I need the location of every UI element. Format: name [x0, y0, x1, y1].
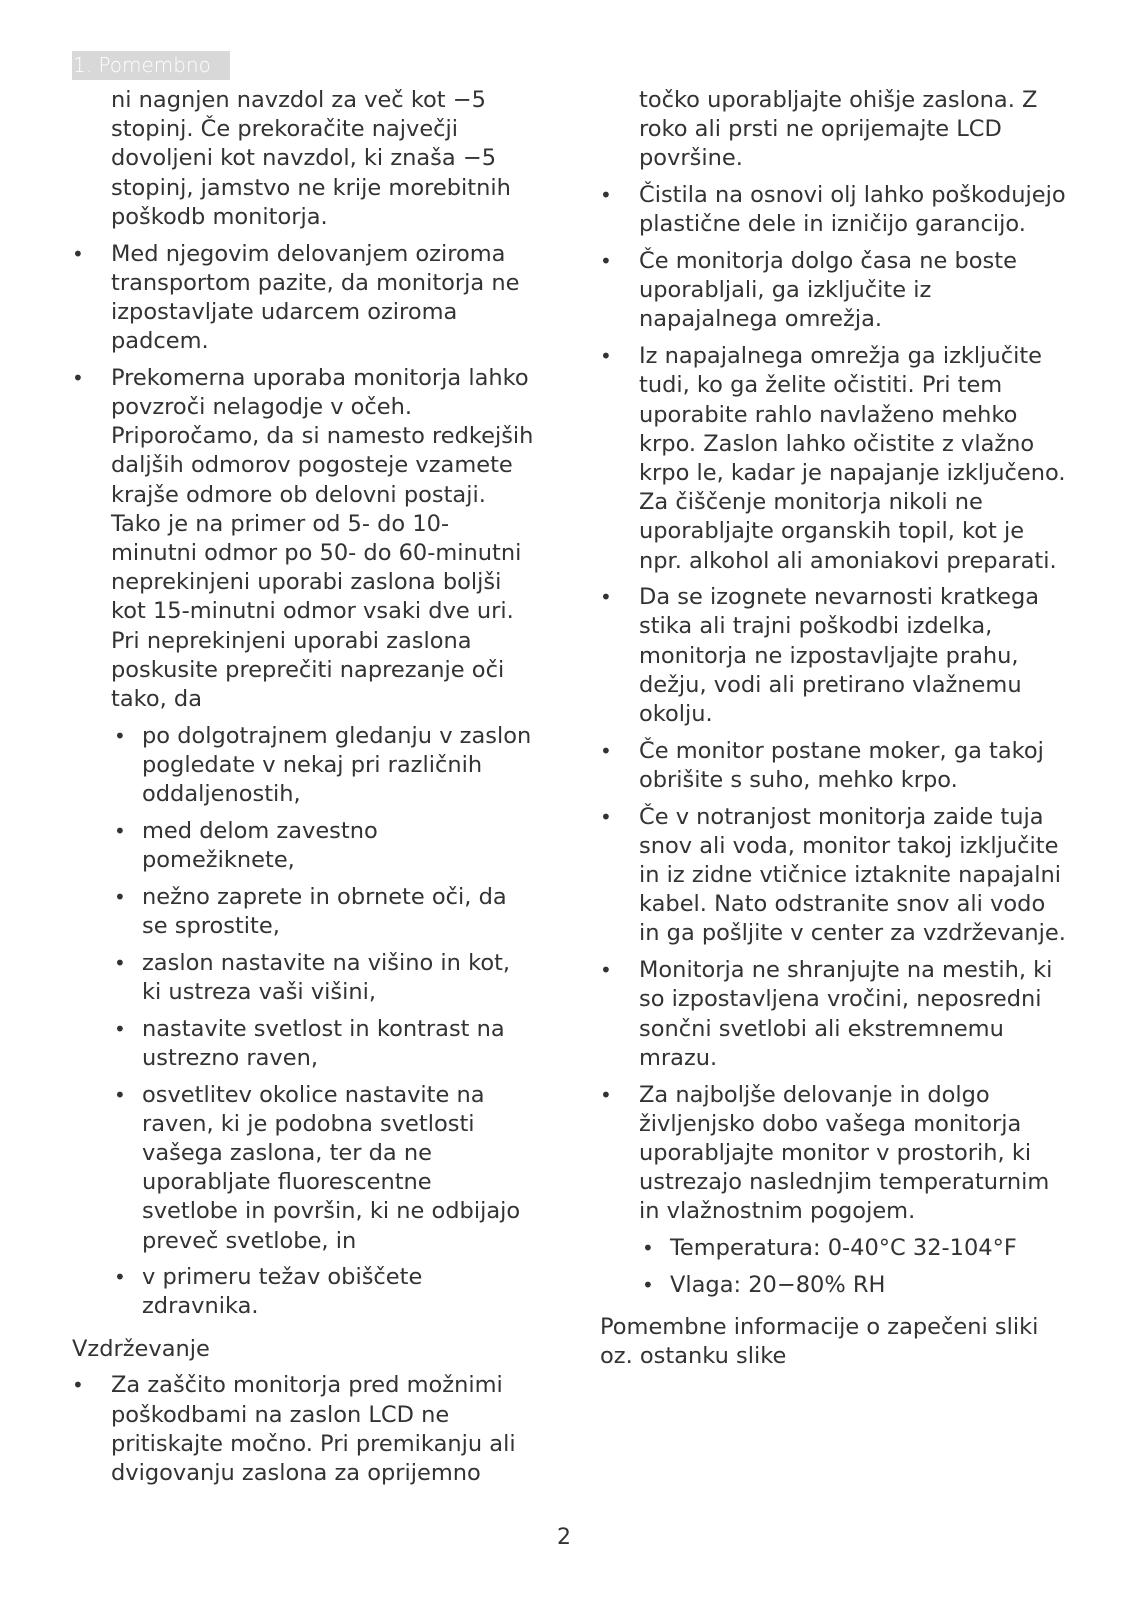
- continuation-text: ni nagnjen navzdol za več kot −5 stopinj. Če prekoračite največji dovoljeni kot navzdol, ki znaša −5 stopinj, jamstvo ne krije morebitnih poškodb monitorja.: [111, 87, 511, 230]
- sub-list-item-text: med delom zavestno pomežiknete,: [142, 817, 378, 874]
- list-item-text: Če v notranjost monitorja zaide tuja snov ali voda, monitor takoj izključite in iz zidne vtičnice iztaknite napajalni kabel. Nato odstranite snov ali vodo in ga pošljite v center za vzdrževanje.: [639, 803, 1066, 947]
- list-item: [600, 737, 1070, 795]
- bullet-icon: •: [114, 1016, 126, 1041]
- list-item: [600, 181, 1070, 239]
- sub-list-item-text: nastavite svetlost in kontrast na ustrezno raven,: [142, 1015, 505, 1071]
- bullet-icon: •: [600, 738, 612, 763]
- bullet-icon: •: [114, 818, 126, 843]
- bullet-icon: •: [72, 241, 84, 266]
- list-item: [600, 583, 1070, 729]
- sub-list-item: [72, 817, 534, 875]
- list-item-text: Med njegovim delovanjem oziroma transportom pazite, da monitorja ne izpostavljate udarcem oziroma padcem.: [111, 240, 520, 355]
- bullet-icon: •: [72, 1373, 84, 1398]
- section-heading: Pomembne informacije o zapečeni sliki oz. ostanku slike: [600, 1313, 1039, 1370]
- sub-list-item: [72, 883, 534, 941]
- list-item: [72, 364, 534, 714]
- list-item-text: Prekomerna uporaba monitorja lahko povzroči nelagodje v očeh. Priporočamo, da si namesto redkejših daljših odmorov pogosteje vzamete krajše odmore ob delovni postaji. Tako je na primer od 5- do 10-minutni odmor po 50- do 60-minutni neprekinjeni uporabi zaslona boljši kot 15-minutni odmor vsaki dve uri. Pri neprekinjeni uporabi zaslona poskusite preprečiti naprezanje oči tako, da: [111, 364, 534, 713]
- sub-list-item-text: Vlaga: 20−80% RH: [670, 1271, 886, 1298]
- list-item: [72, 1371, 534, 1488]
- sub-list-item-text: po dolgotrajnem gledanju v zaslon pogledate v nekaj pri različnih oddaljenostih,: [142, 722, 532, 808]
- list-item: [600, 1081, 1070, 1227]
- bullet-icon: •: [600, 958, 612, 983]
- bullet-icon: •: [114, 884, 126, 909]
- bullet-icon: •: [600, 344, 612, 369]
- section-heading: Vzdrževanje: [72, 1335, 210, 1362]
- sub-list-item-text: osvetlitev okolice nastavite na raven, ki je podobna svetlosti vašega zaslona, ter da ne uporabljate fluorescentne svetlobe in površin, ki ne odbijajo preveč svetlobe, in: [142, 1081, 521, 1254]
- sub-list-item: [600, 1234, 1070, 1263]
- bullet-icon: •: [600, 1082, 612, 1107]
- sub-list-item-text: Temperatura: 0-40°C 32-104°F: [670, 1235, 1017, 1262]
- sub-list-item-text: nežno zaprete in obrnete oči, da se sprostite,: [142, 883, 507, 939]
- bullet-icon: •: [114, 1265, 126, 1290]
- bullet-icon: •: [642, 1236, 654, 1261]
- list-item-text: Monitorja ne shranjujte na mestih, ki so izpostavljena vročini, neposredni sončni svetlobi ali ekstremnemu mrazu.: [639, 957, 1053, 1071]
- continuation-text: točko uporabljajte ohišje zaslona. Z roko ali prsti ne oprijemajte LCD površine.: [639, 87, 1038, 172]
- list-item: [600, 956, 1070, 1073]
- sub-list-item: [72, 1081, 534, 1256]
- bullet-icon: •: [114, 1082, 126, 1107]
- bullet-icon: •: [600, 183, 612, 208]
- bullet-icon: •: [642, 1272, 654, 1297]
- right-column: [600, 86, 1070, 1372]
- list-item-text: Za najboljše delovanje in dolgo življenjsko dobo vašega monitorja uporabljajte monitor v prostorih, ki ustrezajo naslednjim temperaturnim in vlažnostnim pogojem.: [639, 1081, 1050, 1225]
- list-item-text: Da se izognete nevarnosti kratkega stika ali trajni poškodbi izdelka, monitorja ne izpostavljajte prahu, dežju, vodi ali pretirano vlažnemu okolju.: [639, 584, 1040, 728]
- sub-list-item: [72, 722, 534, 810]
- list-item-text: Če monitor postane moker, ga takoj obrišite s suho, mehko krpo.: [639, 737, 1044, 793]
- list-item-text: Čistila na osnovi olj lahko poškodujejo plastične dele in izničijo garancijo.: [639, 182, 1066, 238]
- bullet-icon: •: [114, 723, 126, 748]
- list-item-text: Za zaščito monitorja pred možnimi poškodbami na zaslon LCD ne pritiskajte močno. Pri premikanju ali dvigovanju zaslona za oprijemno: [111, 1372, 516, 1486]
- list-item: [600, 247, 1070, 335]
- sub-list-item: [72, 949, 534, 1007]
- list-item: [600, 803, 1070, 949]
- bullet-icon: •: [600, 585, 612, 610]
- page-number: 2: [557, 1525, 571, 1550]
- list-item: [72, 240, 534, 357]
- bullet-icon: •: [600, 249, 612, 274]
- bullet-icon: •: [72, 365, 84, 390]
- bullet-icon: •: [114, 950, 126, 975]
- sub-list-item-text: zaslon nastavite na višino in kot, ki ustreza vaši višini,: [142, 949, 511, 1005]
- sub-list-item-text: v primeru težav obiščete zdravnika.: [142, 1264, 423, 1320]
- list-item-text: Če monitorja dolgo časa ne boste uporabljali, ga izključite iz napajalnega omrežja.: [639, 248, 1017, 333]
- bullet-icon: •: [600, 804, 612, 829]
- list-item-text: Iz napajalnega omrežja ga izključite tudi, ko ga želite očistiti. Pri tem uporabite rahlo navlaženo mehko krpo. Zaslon lahko očistite z vlažno krpo le, kadar je napajanje izključeno. Za čiščenje monitorja nikoli ne uporabljajte organskih topil, kot je npr. alkohol ali amoniakovi preparati.: [639, 343, 1066, 574]
- sub-list-item: [72, 1263, 534, 1321]
- section-tab: 1. Pomembno: [72, 51, 230, 80]
- sub-list-item: [72, 1015, 534, 1073]
- list-item: [600, 342, 1070, 576]
- left-column: [72, 86, 534, 1488]
- sub-list-item: [600, 1271, 1070, 1300]
